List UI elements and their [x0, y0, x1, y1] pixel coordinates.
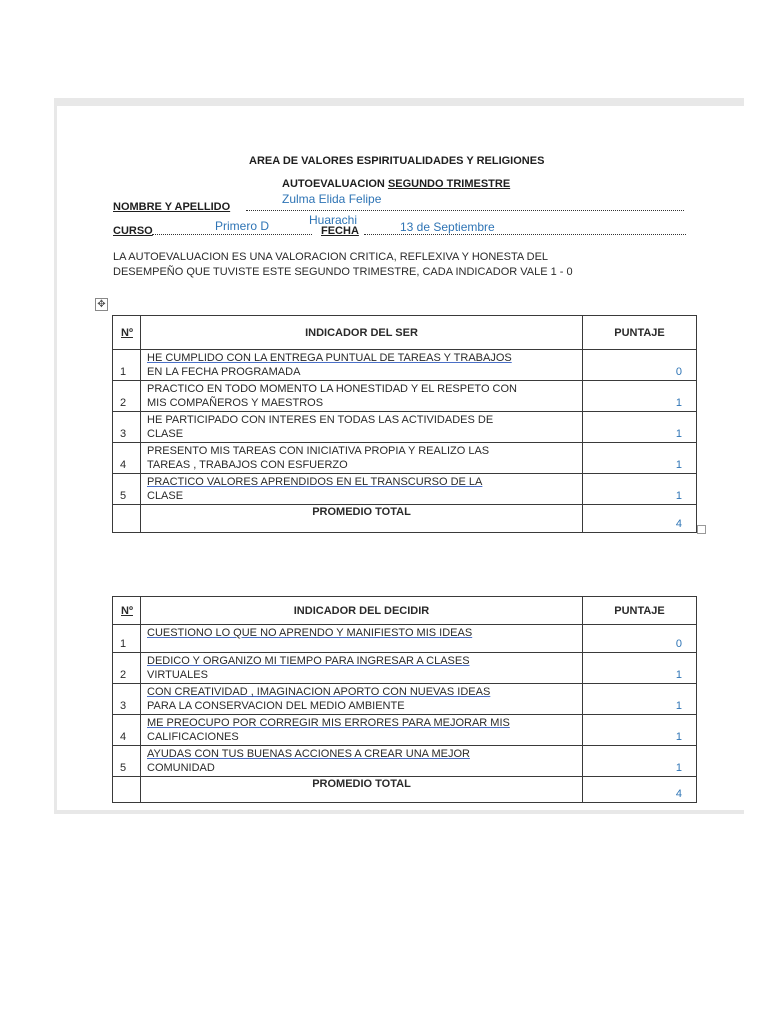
row-number: 3 [113, 412, 141, 443]
total-row [113, 505, 697, 533]
move-handle-icon[interactable]: ✥ [95, 298, 108, 311]
total-label: PROMEDIO TOTAL [141, 505, 583, 533]
autoevaluacion-title-a: AUTOEVALUACION [282, 178, 385, 190]
row-number: 1 [113, 350, 141, 381]
row-number: 5 [113, 746, 141, 777]
row-number: 4 [113, 443, 141, 474]
intro-line-2: DESEMPEÑO QUE TUVISTE ESTE SEGUNDO TRIMESTRE, CADA INDICADOR VALE 1 - 0 [113, 266, 573, 278]
autoevaluacion-title [282, 178, 510, 190]
autoevaluacion-title-b: SEGUNDO TRIMESTRE [387, 178, 511, 190]
nombre-dotted-line [246, 210, 684, 211]
score-cell[interactable]: 1 [583, 746, 697, 777]
fecha-value[interactable]: 13 de Septiembre [400, 220, 495, 234]
nombre-value[interactable]: Zulma Elida Felipe [282, 192, 382, 206]
table-indicador-decidir [112, 596, 697, 803]
indicator-text: DEDICO Y ORGANIZO MI TIEMPO PARA INGRESAR A CLASES VIRTUALES [141, 653, 583, 684]
score-cell[interactable]: 1 [583, 443, 697, 474]
row-number: 2 [113, 381, 141, 412]
score-cell[interactable]: 1 [583, 412, 697, 443]
intro-paragraph [113, 250, 673, 280]
table-row [113, 350, 697, 381]
row-number: 4 [113, 715, 141, 746]
nombre-label: NOMBRE Y APELLIDO [113, 201, 231, 213]
score-cell[interactable]: 1 [583, 684, 697, 715]
indicator-text: PRACTICO EN TODO MOMENTO LA HONESTIDAD Y EL RESPETO CON MIS COMPAÑEROS Y MAESTROS [141, 381, 583, 412]
table-row [113, 653, 697, 684]
row-number: 3 [113, 684, 141, 715]
total-label: PROMEDIO TOTAL [141, 777, 583, 803]
score-cell[interactable]: 1 [583, 474, 697, 505]
indicator-text: AYUDAS CON TUS BUENAS ACCIONES A CREAR UNA MEJOR COMUNIDAD [141, 746, 583, 777]
row-number: 5 [113, 474, 141, 505]
table-row [113, 381, 697, 412]
indicator-text: PRACTICO VALORES APRENDIDOS EN EL TRANSCURSO DE LA CLASE [141, 474, 583, 505]
total-score[interactable]: 4 [583, 505, 697, 533]
nombre-field-row [113, 201, 230, 213]
col-header-puntaje: PUNTAJE [583, 597, 697, 625]
empty-cell [113, 505, 141, 533]
score-cell[interactable]: 0 [583, 625, 697, 653]
fecha-field-row [321, 225, 359, 237]
score-cell[interactable]: 1 [583, 381, 697, 412]
col-header-puntaje: PUNTAJE [583, 316, 697, 350]
table-row [113, 746, 697, 777]
table-row [113, 625, 697, 653]
score-cell[interactable]: 1 [583, 715, 697, 746]
resize-handle-icon[interactable] [697, 525, 706, 534]
indicator-text: ME PREOCUPO POR CORREGIR MIS ERRORES PARA MEJORAR MIS CALIFICACIONES [141, 715, 583, 746]
total-row [113, 777, 697, 803]
curso-dotted-line [152, 234, 312, 235]
row-number: 2 [113, 653, 141, 684]
col-header-no: Nº [113, 597, 141, 625]
empty-cell [113, 777, 141, 803]
apellido-value[interactable]: Huarachi [309, 213, 358, 227]
indicator-text: HE CUMPLIDO CON LA ENTREGA PUNTUAL DE TAREAS Y TRABAJOS EN LA FECHA PROGRAMADA [141, 350, 583, 381]
indicator-text: PRESENTO MIS TAREAS CON INICIATIVA PROPIA Y REALIZO LAS TAREAS , TRABAJOS CON ESFUERZO [141, 443, 583, 474]
curso-value[interactable]: Primero D [215, 219, 270, 233]
table-row [113, 715, 697, 746]
curso-label: CURSO [113, 225, 153, 237]
curso-field-row [113, 225, 153, 237]
fecha-dotted-line [364, 234, 686, 235]
fecha-label: FECHA [321, 225, 359, 237]
intro-line-1: LA AUTOEVALUACION ES UNA VALORACION CRITICA, REFLEXIVA Y HONESTA DEL [113, 251, 549, 263]
indicator-text: CON CREATIVIDAD , IMAGINACION APORTO CON NUEVAS IDEAS PARA LA CONSERVACION DEL MEDIO AMBIENTE [141, 684, 583, 715]
indicator-text: HE PARTICIPADO CON INTERES EN TODAS LAS ACTIVIDADES DE CLASE [141, 412, 583, 443]
col-header-indicador: INDICADOR DEL DECIDIR [141, 597, 583, 625]
score-cell[interactable]: 0 [583, 350, 697, 381]
col-header-indicador: INDICADOR DEL SER [141, 316, 583, 350]
table-row [113, 684, 697, 715]
table-row [113, 443, 697, 474]
score-cell[interactable]: 1 [583, 653, 697, 684]
table-row [113, 412, 697, 443]
col-header-no: Nº [113, 316, 141, 350]
row-number: 1 [113, 625, 141, 653]
area-title: AREA DE VALORES ESPIRITUALIDADES Y RELIGIONES [249, 155, 545, 167]
total-score[interactable]: 4 [583, 777, 697, 803]
table-indicador-ser [112, 315, 697, 533]
table-row [113, 474, 697, 505]
indicator-text: CUESTIONO LO QUE NO APRENDO Y MANIFIESTO MIS IDEAS [141, 625, 583, 653]
